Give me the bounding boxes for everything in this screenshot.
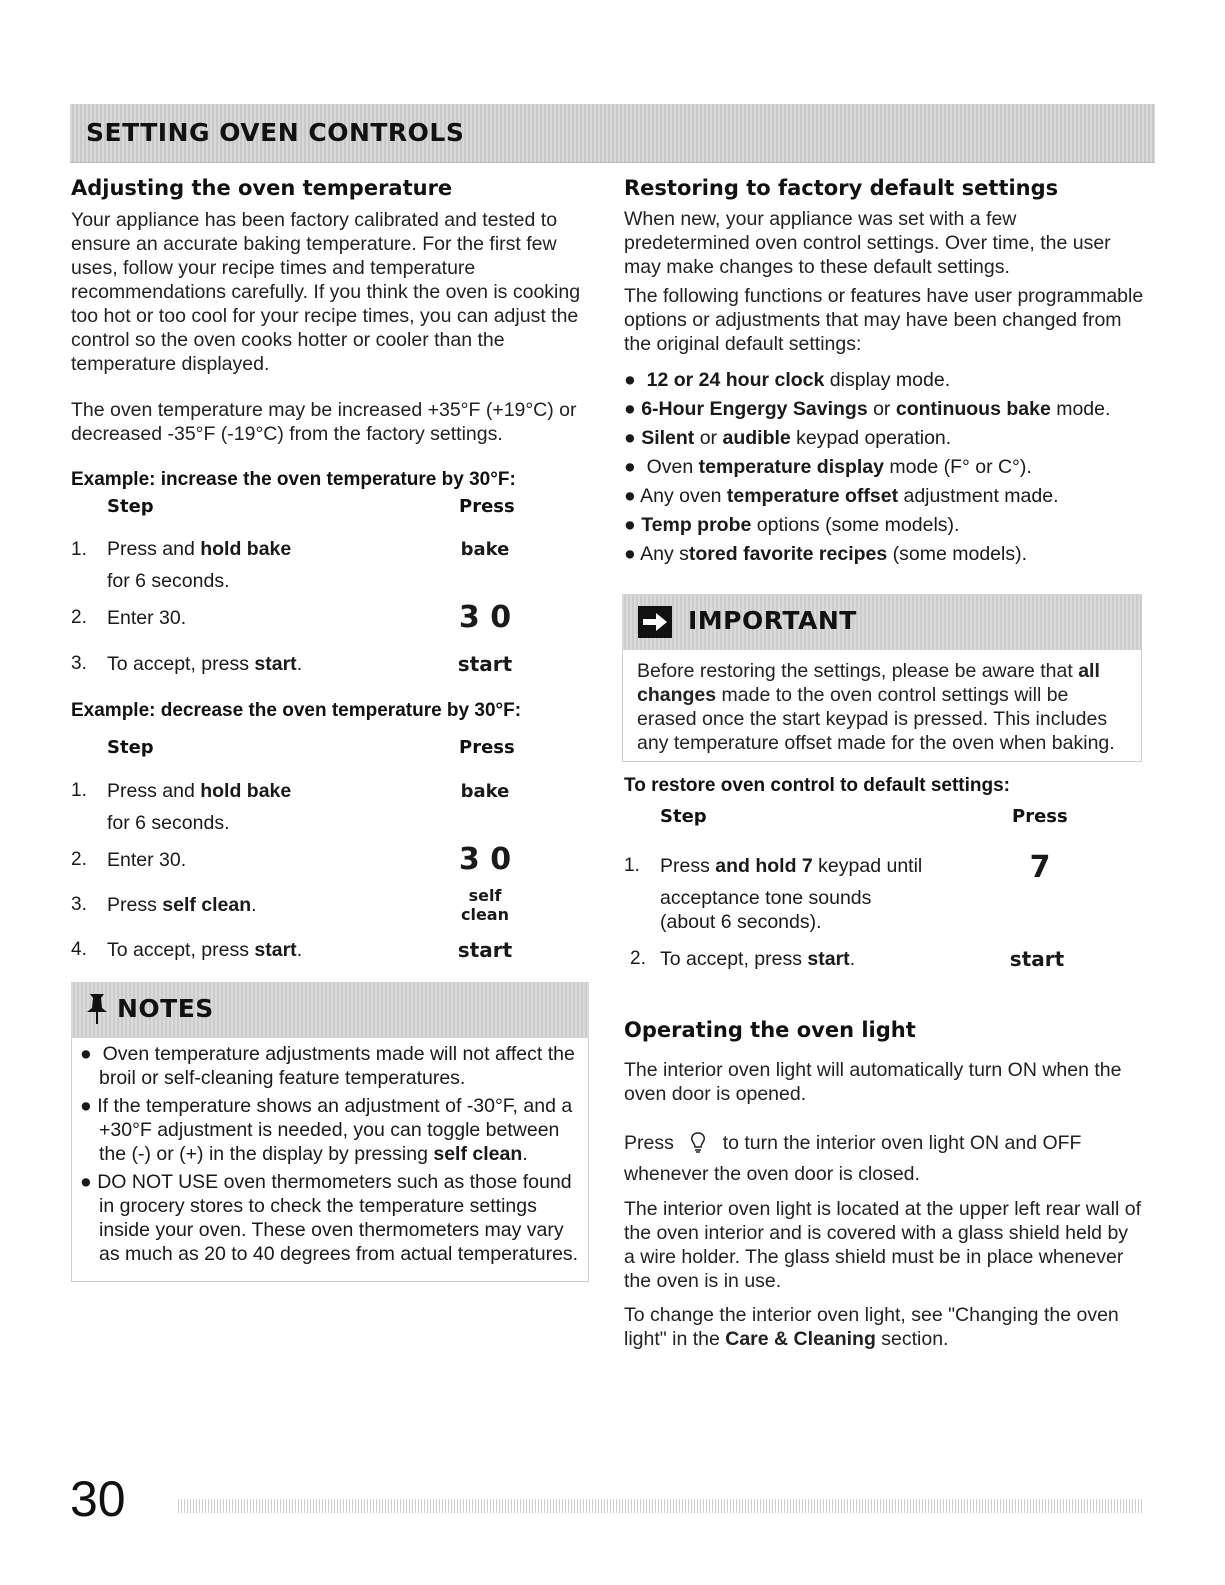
example-increase-title: Example: increase the oven temperature by 30°F:: [71, 469, 516, 490]
step-column-label: Step: [660, 806, 707, 827]
step-number: 1.: [71, 780, 87, 801]
restore-paragraph-2: The following functions or features have user programmable options or adjustments that may have been changed from the original default settings:: [624, 285, 1144, 355]
restore-steps-title: To restore oven control to default settings:: [624, 775, 1011, 796]
restore-heading: Restoring to factory default settings: [624, 176, 1059, 200]
page-number: 30: [70, 1471, 126, 1527]
feature-item: ● 12 or 24 hour clock display mode.: [624, 369, 951, 391]
step-text-continued: acceptance tone sounds: [660, 887, 872, 909]
adjust-paragraph-1: Your appliance has been factory calibrated and tested to ensure an accurate baking temperature. For the first few uses, follow your recipe times and temperature recommendations carefully. If you think the oven is cooking too hot or too cool for your recipe times, you can adjust the control so the oven cooks hotter or cooler than the temperature displayed.: [71, 209, 581, 375]
step-text: Press and hold bake: [107, 538, 292, 560]
step-text: Press and hold 7 keypad until: [660, 855, 923, 877]
step-text: To accept, press start.: [107, 653, 303, 675]
feature-item: ● Any stored favorite recipes (some models).: [624, 543, 1028, 565]
note-item: ● If the temperature shows an adjustment of -30°F, and a +30°F adjustment is needed, you can toggle between the (-) or (+) in the display by pressing self clean.: [80, 1095, 573, 1165]
feature-item: ● Oven temperature display mode (F° or C°).: [624, 456, 1032, 478]
notes-banner: [71, 982, 589, 1038]
pushpin-icon: [85, 992, 109, 1034]
step-text: Enter 30.: [107, 849, 187, 871]
step-number: 2.: [630, 948, 646, 969]
step-number: 3.: [71, 653, 87, 674]
start-key: start: [457, 938, 513, 962]
step-text-continued: (about 6 seconds).: [660, 911, 822, 933]
restore-feature-list: [624, 368, 1144, 566]
important-banner: [622, 594, 1142, 650]
light-paragraph-3: The interior oven light is located at the upper left rear wall of the oven interior and is covered with a glass shield held by a wire holder. The glass shield must be in place whenever the oven is in use.: [624, 1198, 1142, 1292]
arrow-icon: [638, 606, 672, 643]
step-number: 4.: [71, 939, 87, 960]
step-text-continued: for 6 seconds.: [107, 812, 230, 834]
bake-key: bake: [460, 539, 510, 560]
note-item: ● Oven temperature adjustments made will not affect the broil or self-cleaning feature temperatures.: [80, 1043, 575, 1089]
light-bulb-icon: [679, 1131, 717, 1153]
step-number: 3.: [71, 894, 87, 915]
adjust-heading: Adjusting the oven temperature: [71, 176, 453, 200]
feature-item: ● Temp probe options (some models).: [624, 514, 960, 536]
press-column-label: Press: [459, 496, 515, 517]
section-banner: [70, 104, 1155, 163]
step-column-label: Step: [107, 737, 154, 758]
start-key: start: [457, 652, 513, 676]
important-title: IMPORTANT: [688, 606, 857, 635]
step-text-continued: for 6 seconds.: [107, 570, 230, 592]
step-number: 2.: [71, 607, 87, 628]
light-paragraph-4: To change the interior oven light, see "Changing the oven light" in the Care & Cleaning section.: [624, 1304, 1119, 1350]
number-keys: 3 0: [458, 842, 512, 877]
note-item: ● DO NOT USE oven thermometers such as those found in grocery stores to check the temperature settings inside your oven. These oven thermometers may vary as much as 20 to 40 degrees from actual temperatures.: [80, 1171, 579, 1265]
step-text: Press and hold bake: [107, 780, 292, 802]
footer-rule: [178, 1499, 1142, 1513]
light-paragraph-2: Press to turn the interior oven light ON and OFF: [624, 1132, 1082, 1154]
step-text: To accept, press start.: [660, 948, 856, 970]
step-text: To accept, press start.: [107, 939, 303, 961]
notes-list: [80, 1042, 582, 1266]
light-paragraph-2-continued: whenever the oven door is closed.: [624, 1163, 920, 1185]
start-key: start: [1009, 947, 1065, 971]
section-title: SETTING OVEN CONTROLS: [86, 118, 465, 147]
step-number: 2.: [71, 849, 87, 870]
important-text: Before restoring the settings, please be aware that all changes made to the oven control settings will be erased once the start keypad is pressed. This includes any temperature offset made for the oven when baking.: [637, 660, 1115, 754]
bake-key: bake: [460, 781, 510, 802]
feature-item: ● Silent or audible keypad operation.: [624, 427, 952, 449]
press-column-label: Press: [1012, 806, 1068, 827]
step-number: 1.: [624, 855, 640, 876]
press-column-label: Press: [459, 737, 515, 758]
self-clean-key: self clean: [460, 886, 509, 924]
step-text: Enter 30.: [107, 607, 187, 629]
seven-key: 7: [1029, 850, 1051, 885]
light-heading: Operating the oven light: [624, 1018, 916, 1042]
feature-item: ● 6-Hour Engergy Savings or continuous bake mode.: [624, 398, 1111, 420]
step-text: Press self clean.: [107, 894, 257, 916]
example-decrease-title: Example: decrease the oven temperature by 30°F:: [71, 700, 522, 721]
restore-paragraph-1: When new, your appliance was set with a few predetermined oven control settings. Over time, the user may make changes to these default settings.: [624, 208, 1111, 278]
adjust-paragraph-2: The oven temperature may be increased +35°F (+19°C) or decreased -35°F (-19°C) from the factory settings.: [71, 399, 577, 445]
notes-title: NOTES: [117, 994, 214, 1023]
feature-item: ● Any oven temperature offset adjustment made.: [624, 485, 1059, 507]
light-paragraph-1: The interior oven light will automatically turn ON when the oven door is opened.: [624, 1059, 1122, 1105]
step-column-label: Step: [107, 496, 154, 517]
step-number: 1.: [71, 539, 87, 560]
number-keys: 3 0: [458, 600, 512, 635]
